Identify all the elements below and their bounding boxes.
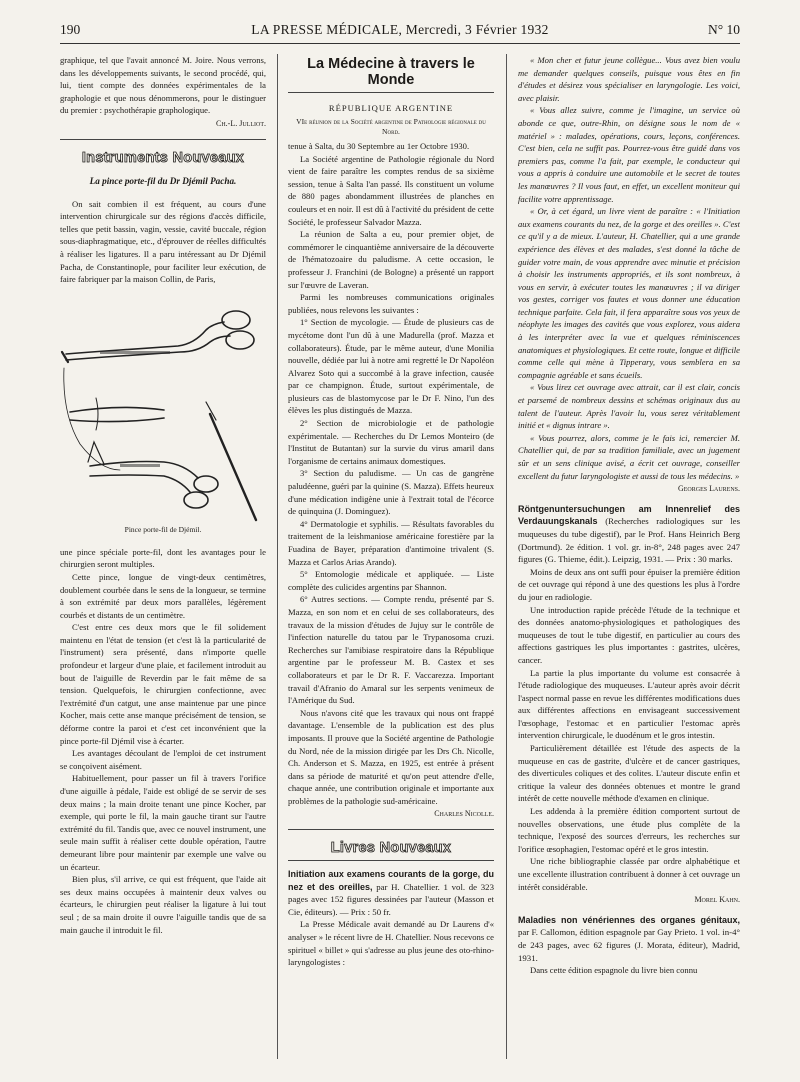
- section-title-monde: La Médecine à travers le Monde: [307, 56, 475, 88]
- review-letter: [518, 54, 740, 482]
- paragraph: Particulièrement détaillée est l'étude des aspects de la muqueuse en cas de gastrite, d'ulcère et de cancer gastriques, des diverticules coliques et des colites. L'auteur discute enfin et critique la valeur des données obtenues et montre le grand intérêt de cette nouvelle méthode d'examen en clinique.: [518, 743, 740, 804]
- paragraph: 6° Autres sections. — Compte rendu, présenté par S. Mazza, en son nom et en celui de ses collaborateurs, des travaux de la mission d'études de Jujuy sur le contrôle de l'infection naturelle du tatou par le Trypanosoma cruzi. Recherches sur l'amibiase respiratoire dans la République argentine par le professeur M. B. Castex et ses collaborateurs et par le Dr R. F. Vaccarezza. Important travail d'Afranio do Amaral sur les serpents venimeux de l'Amérique du Sud.: [288, 594, 494, 706]
- book-title: Initiation aux examens courants de la gorge, du nez et des oreilles,: [288, 869, 494, 892]
- paragraph: Parmi les nombreuses communications originales publiées, nous relevons les suivantes :: [288, 292, 494, 315]
- paragraph: C'est entre ces deux mors que le fil solidement maintenu en l'état de tension (et c'est là la particularité de l'instrument) sera présenté, dans n'importe quelle profondeur et largeur d'une plaie, et facilement introduit au bout de l'aiguille de Reverdin par le fait même de sa tension. Quelquefois, le chirurgien confectionne, avec l'extrémité d'un catgut, une anse maintenue par une pince Kocher, mais cette anse manque précisément de tension, se déforme contre la paroi et c'est cet inconvénient que la pince porte-fil Djémil vise à écarter.: [60, 622, 266, 746]
- issue-number: N° 10: [707, 22, 740, 37]
- paragraph: Nous n'avons cité que les travaux qui nous ont frappé davantage. L'ensemble de la publication est des plus imposants. Il prouve que la Société argentine de Pathologie du Nord, née de la mission dirigée par les Drs Ch. Nicolle, Ch. Anderson et S. Mazza, en 1925, est entrée à présent dans sa période de maturité et qu'on peut attendre d'elle, chaque année, une contribution originale et importante aux problèmes de la pathologie sud-américaine.: [288, 707, 494, 806]
- paragraph: La partie la plus importante du volume est consacrée à l'étude radiologique des muqueuses. L'auteur après avoir décrit l'aspect normal passe en revue les différentes modifications dues aux différentes affections en envisageant successivement l'œsophage, l'estomac et en particulier l'estomac après intervention chirurgicale, le duodénum et le gros intestin.: [518, 667, 740, 741]
- paragraph: Une introduction rapide précède l'étude de la technique et des données anatomo-physiologiques et pathologiques des muqueuses de tout le tube digestif, en particulier au cours des affections gastriques les plus importantes : gastrites, ulcères, cancer.: [518, 604, 740, 665]
- column-3: [518, 54, 740, 1064]
- paragraph: Dans cette édition espagnole du livre bien connu: [530, 965, 698, 976]
- intro-signature: Ch.-L. Julliot.: [216, 118, 266, 128]
- journal-title-date: LA PRESSE MÉDICALE, Mercredi, 3 Février 1932: [251, 22, 549, 37]
- paragraph: tenue à Salta, du 30 Septembre au 1er Octobre 1930.: [288, 141, 470, 151]
- page-number: 190: [60, 22, 81, 37]
- forceps-illustration: [60, 294, 266, 524]
- paragraph: 3° Section du paludisme. — Un cas de gangrène paludéenne, guéri par la quinine (S. Mazza). Effets heureux d'une médication indigène unie à l'extrait total de l'écorce de quinquina (J. Dominguez).: [288, 468, 494, 517]
- column-2: [288, 54, 494, 1064]
- column-divider: [277, 54, 278, 1059]
- section-title-instruments: Instruments Nouveaux: [81, 149, 245, 166]
- paragraph: La Société argentine de Pathologie régionale du Nord vient de faire paraître les comptes rendus de sa sixième session, tenue à Salta l'an passé. Ils constituent un volume de 880 pages abondamment illustrées de planches en couleurs et en noir. Il est dû à l'activité du président de cette Société, le professeur Salvador Mazza.: [288, 153, 494, 227]
- figure-caption: Pince porte-fil de Djémil.: [124, 524, 202, 534]
- paragraph: Une riche bibliographie classée par ordre alphabétique et une excellente illustration contribuent à donner à cet ouvrage un intérêt considérable.: [518, 856, 740, 892]
- quote-paragraph: « Or, à cet égard, un livre vient de paraître : « l'Initiation aux examens courants du nez, de la gorge et des oreilles ». C'est ce qu'il y a de mieux. L'auteur, H. Chatellier, qui a une grande expérience des élèves et des malades, s'est donné la tâche de guider votre main, de vous apprendre avec minutie et précision à choisir les instruments appropriés, et ils sont nombreux, à vous en servir, à exécuter toutes les manœuvres ; il va diriger vos gestes, corriger vos fautes et vous donner une éducation technique parfaite. Cela fait, il fera apparaître sous vos yeux de néophyte les images des cavités que vous explorez, vous aidera à les interpréter avec la vue et quelques réminiscences anatomiques et physiologiques. Et cette route, longue et difficile comme celle qui mène à Tipperary, vous semblera en sa compagnie agréable et sans écueils.: [518, 206, 740, 380]
- paragraph: 2° Section de microbiologie et de pathologie expérimentale. — Recherches du Dr Lemos Monteiro (de l'Institut de Butantan) sur la survie du virus amaril dans l'organisme de certains animaux domestiques.: [288, 418, 494, 466]
- instrument-figure: [60, 294, 266, 540]
- country-heading: RÉPUBLIQUE ARGENTINE: [328, 103, 454, 113]
- section-title-livres: Livres Nouveaux: [330, 840, 452, 857]
- paragraph: La Presse Médicale avait demandé au Dr Laurens d'« analyser » le récent livre de H. Chatellier. Nous recevons ce spirituel « billet » qui s'adresse au plus jeune des oto-rhino-laryngologistes :: [288, 919, 494, 968]
- paragraph: Les avantages découlant de l'emploi de cet instrument se conçoivent aisément.: [60, 748, 266, 771]
- quote-paragraph: « Vous allez suivre, comme je l'imagine, un service où abonde ce que, outre-Rhin, on désigne sous le nom de « matériel » : malades, opérations, cours, leçons, conférences. C'est bien, cela ne suffit pas. Pourrez-vous être guidé dans vos premiers pas, comme l'a fait, par exemple, le conducteur qui vous a appris à conduire une automobile et le secret de toutes les manœuvres ? Il vous faut, en effet, un excellent moniteur qui facilite votre apprentissage.: [518, 105, 740, 204]
- book-entry: [518, 914, 740, 964]
- book-title: Röntgenuntersuchungen am Innenrelief des Verdauungskanals: [518, 503, 740, 527]
- column-1: [60, 54, 266, 1064]
- paragraph: Bien plus, s'il arrive, ce qui est fréquent, que l'aide ait ses deux mains occupées à maintenir deux valves ou écarteurs, le chirurgien peut réaliser la ligature à lui tout seul ; de sa main droite il ouvre l'aiguille tandis que de sa main gauche il introduit le fil.: [60, 874, 266, 935]
- intro-paragraph: graphique, tel que l'avait annoncé M. Joire. Nous verrons, dans les développements suivants, le second procédé, qui, lui, tient compte des données expérimentales de la graphologie et que nous dénommerons, pour le distinguer du premier : psychothérapie graphologique.: [60, 55, 266, 116]
- article-subtitle: La pince porte-fil du Dr Djémil Pacha.: [89, 175, 237, 186]
- section-separator: [288, 829, 494, 830]
- book-details: par F. Callomon, édition espagnole par Gay Prieto. 1 vol. in-4° de 243 pages, avec 62 figures (J. Morata, éditeur), Madrid, 1931.: [518, 927, 740, 963]
- paragraph: 4° Dermatologie et syphilis. — Résultats favorables du traitement de la leishmaniose américaine forestière par la Fuadina de Bayer, préparation d'antimoine trivalent (S. Mazza et Carlos Arias Arando).: [288, 518, 494, 567]
- signature: Morel Kahn.: [694, 895, 740, 905]
- header-rule: [60, 43, 740, 44]
- book-details: (Recherches radiologiques sur les muqueuses du tube digestif), par le Prof. Hans Heinrich Berg (Dortmund). 2e édition. 1 vol. gr. in-8°, 248 pages avec 247 figures (G. Thieme, édit.). Leipzig, 1931. — Prix : 30 marks.: [518, 516, 740, 565]
- book-entry: [518, 503, 740, 566]
- signature: Charles Nicolle.: [434, 809, 494, 819]
- paragraph: La réunion de Salta a eu, pour premier objet, de commémorer le cinquantième anniversaire de la découverte de l'hématozoaire du paludisme. A cette occasion, le professeur J. Franchini (de Bologne) a présenté un rapport sur l'œuvre de Laveran.: [288, 229, 494, 290]
- quote-paragraph: « Mon cher et futur jeune collègue... Vous avez bien voulu me demander quelques conseils, puisque vous êtes en fin d'études et désirez vous spécialiser en laryngologie. Les voici, avec plaisir.: [518, 55, 740, 103]
- paragraph: Cette pince, longue de vingt-deux centimètres, doublement courbée dans le sens de la longueur, se termine à son extrémité par deux mors parallèles, légèrement courbés et distants de un centimètre.: [60, 571, 266, 620]
- quote-paragraph: « Vous lirez cet ouvrage avec attrait, car il est clair, concis et parsemé de nombreux dessins et schémas originaux dus au talent de l'auteur. Après l'avoir lu, vous serez véritablement initié et « dignus intrare ».: [518, 382, 740, 431]
- quote-paragraph: « Vous pourrez, alors, comme je le fais ici, remercier M. Chatellier qui, de par sa tradition familiale, avec un jugement sûr et un sens clinique avisé, a écrit cet ouvrage, conseiller excellent du futur laryngologiste et aussi de tous les médecins. »: [518, 432, 740, 481]
- column-divider: [506, 54, 507, 1059]
- book-details: par H. Chatellier. 1 vol. de 323 pages avec 152 figures dessinées par l'auteur (Masson et Cie, éditeurs). — Prix : 50 fr.: [288, 881, 494, 917]
- meeting-heading: VIe réunion de la Société argentine de Pathologie régionale du Nord.: [296, 117, 486, 136]
- book-entry: [288, 868, 494, 918]
- section-separator: [288, 92, 494, 93]
- section-separator: [288, 860, 494, 861]
- paragraph: Habituellement, pour passer un fil à travers l'orifice d'une aiguille à pédale, l'aide est obligé de se servir de ses deux mains ; la main droite tenant une pince Kocher, par exemple, qui porte le fil, la main gauche tirant sur l'autre extrémité du fil. Tandis que, avec ce nouvel instrument, une seule main suffit à réaliser cette double opération, l'autre demeurant libre pour maintenir par exemple une valve ou un écarteur.: [60, 773, 266, 872]
- paragraph: Les addenda à la première édition comportent surtout de nouvelles observations, une étude plus complète de la technique, l'exposé des sources d'erreurs, les recherches sur l'orifice œsophagien, l'estomac opéré et le gros intestin.: [518, 806, 740, 854]
- book-title: Maladies non vénériennes des organes génitaux,: [518, 914, 740, 925]
- paragraph: 1° Section de mycologie. — Étude de plusieurs cas de mycétome dont l'un dû à une Madurella (prof. Mazza et collaborateurs). Étude, par le même auteur, d'une Monilia nouvelle, dédiée par lui à notre ami regretté le Dr Napoléon Alvarez Soto qui a succombé à la grave infection, causée par ce champignon. Étude, surtout expérimentale, de plusieurs cas de blastomycose par le Dr F. Nino, l'un des élèves les plus distingués de Mazza.: [288, 317, 494, 416]
- paragraph: On sait combien il est fréquent, au cours d'une intervention chirurgicale sur des régions d'accès difficile, telles que petit bassin, vagin, vessie, cavité buccale, région sous-diaphragmatique, etc., d'éprouver de réelles difficultés à réaliser les ligatures. Il a paru intéressant au Dr Djémil Pacha, de Constantinople, pour faciliter leur exécution, de faire fabriquer par la maison Collin, de Paris,: [60, 198, 266, 285]
- signature: Georges Laurens.: [677, 484, 740, 494]
- paragraph: Moins de deux ans ont suffi pour épuiser la première édition de cet ouvrage qui répond à une des questions les plus à l'ordre du jour en radiologie.: [518, 566, 740, 602]
- running-header: [60, 22, 740, 40]
- paragraph: 5° Entomologie médicale et appliquée. — Liste complète des culicides argentins par Shannon.: [288, 569, 494, 592]
- paragraph: une pince spéciale porte-fil, dont les avantages pour le chirurgien seront multiples.: [60, 546, 266, 570]
- section-separator: [60, 139, 266, 140]
